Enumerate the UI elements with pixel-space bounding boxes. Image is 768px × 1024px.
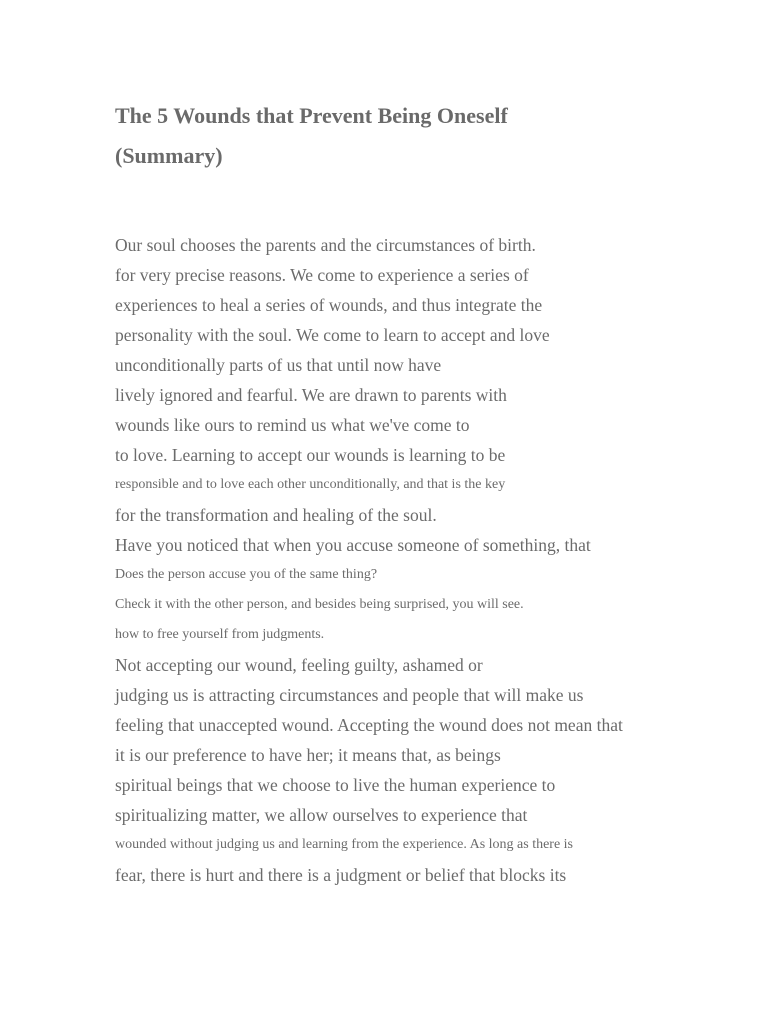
body-line: experiences to heal a series of wounds, and thus integrate the bbox=[115, 295, 543, 315]
body-line: Does the person accuse you of the same thing? bbox=[115, 567, 378, 582]
body-line: Not accepting our wound, feeling guilty, ashamed or bbox=[115, 655, 483, 675]
body-line: feeling that unaccepted wound. Accepting the wound does not mean that bbox=[115, 715, 623, 735]
body-line: Check it with the other person, and besides being surprised, you will see. bbox=[115, 597, 524, 612]
body-line: to love. Learning to accept our wounds is learning to be bbox=[115, 445, 506, 465]
body-line: Have you noticed that when you accuse someone of something, that bbox=[115, 535, 591, 555]
title-line: The 5 Wounds that Prevent Being Oneself bbox=[115, 103, 508, 128]
body-line: wounds like ours to remind us what we've come to bbox=[115, 415, 470, 435]
body-line: lively ignored and fearful. We are drawn to parents with bbox=[115, 385, 507, 405]
body-line: fear, there is hurt and there is a judgment or belief that blocks its bbox=[115, 865, 567, 885]
body-line: Our soul chooses the parents and the circumstances of birth. bbox=[115, 235, 536, 255]
body-text bbox=[115, 230, 735, 890]
document-title bbox=[115, 96, 715, 176]
body-line: how to free yourself from judgments. bbox=[115, 627, 325, 642]
body-line: wounded without judging us and learning from the experience. As long as there is bbox=[115, 837, 574, 852]
body-line: it is our preference to have her; it means that, as beings bbox=[115, 745, 501, 765]
body-line: responsible and to love each other unconditionally, and that is the key bbox=[115, 477, 506, 492]
body-line: for the transformation and healing of the soul. bbox=[115, 505, 437, 525]
body-line: personality with the soul. We come to learn to accept and love bbox=[115, 325, 550, 345]
body-line: judging us is attracting circumstances and people that will make us bbox=[115, 685, 584, 705]
body-line: spiritualizing matter, we allow ourselves to experience that bbox=[115, 805, 528, 825]
body-line: spiritual beings that we choose to live the human experience to bbox=[115, 775, 556, 795]
title-subtitle-line: (Summary) bbox=[115, 143, 223, 168]
body-line: for very precise reasons. We come to experience a series of bbox=[115, 265, 529, 285]
body-line: unconditionally parts of us that until now have bbox=[115, 355, 442, 375]
